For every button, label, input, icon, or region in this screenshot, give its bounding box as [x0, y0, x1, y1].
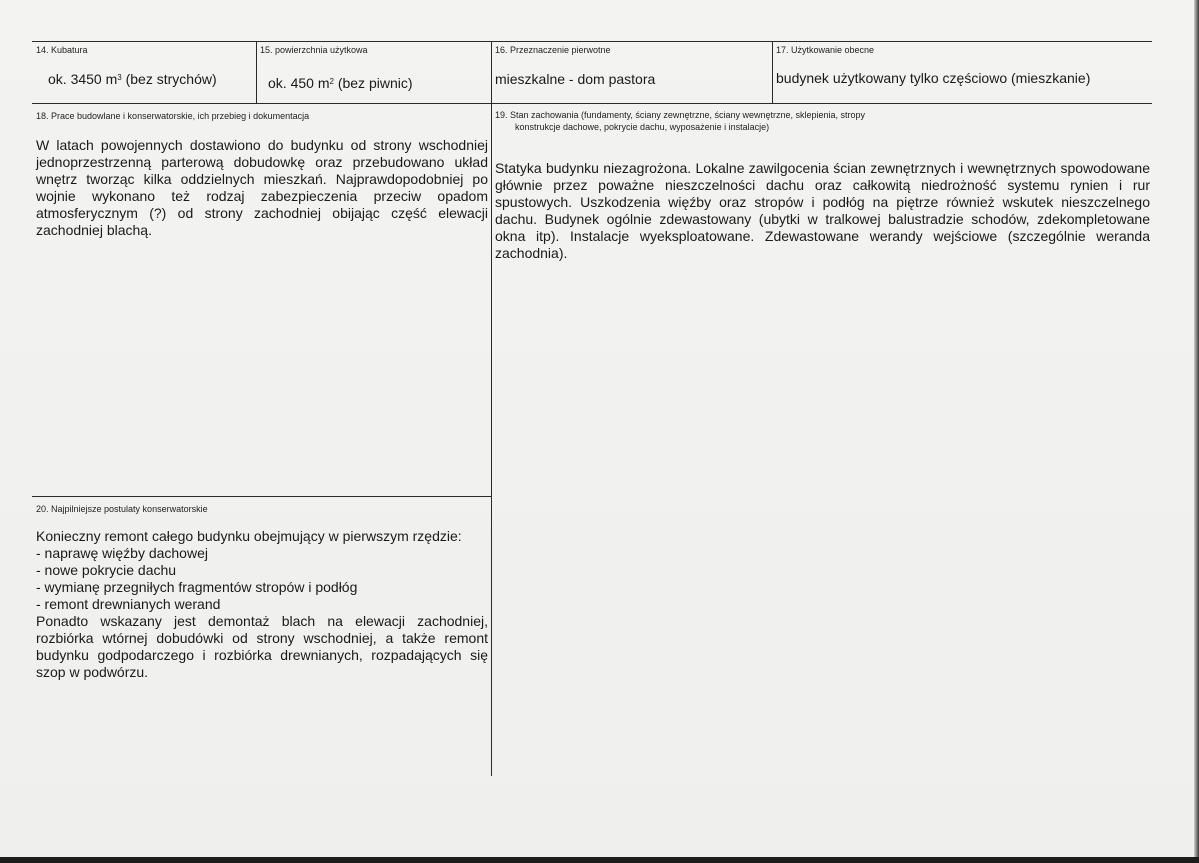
field-19-text: Statyka budynku niezagrożona. Lokalne zawilgocenia ścian zewnętrznych i wewnętrznych spowodowane głównie przez poważne nieszczelności dachu oraz całkowitą niedrożność systemu rynien i rur spustowych. Uszkodzenia więźby oraz stropów i podłóg na piętrze również wskutek nieszczelnego dachu. Budynek ogólnie zdewastowany (ubytki w tralkowej balustradzie schodów, zdekompletowane okna itp). Instalacje wyeksploatowane. Zdewastowane werandy wejściowe (szczególnie weranda zachodnia).: [495, 160, 1150, 261]
row-divider-2: [32, 496, 492, 497]
field-18-label: 18. Prace budowlane i konserwatorskie, ich przebieg i dokumentacja: [36, 111, 310, 121]
field-17-value: budynek użytkowany tylko częściowo (mieszkanie): [776, 70, 1091, 86]
field-14-value-sup: 3: [117, 73, 122, 82]
field-20-intro: Konieczny remont całego budynku obejmujący w pierwszym rzędzie:: [36, 528, 462, 544]
field-15-value: [268, 75, 413, 91]
scan-edge-bottom: [0, 857, 1199, 863]
field-15-label: 15. powierzchnia użytkowa: [260, 45, 368, 55]
field-14-value-rest: (bez strychów): [121, 71, 217, 87]
field-15-value-main: ok. 450 m: [268, 75, 330, 91]
top-rule: [32, 41, 1152, 42]
field-17-label: 17. Użytkowanie obecne: [776, 45, 875, 55]
list-item: - wymianę przegniłych fragmentów stropów i podłóg: [36, 579, 358, 595]
field-19-label-line2: konstrukcje dachowe, pokrycie dachu, wyposażenie i instalacje): [515, 122, 770, 132]
field-20-list: [36, 528, 488, 613]
field-15-value-sup: 2: [329, 77, 334, 86]
field-18-text: W latach powojennych dostawiono do budynku od strony wschodniej jednoprzestrzenną parterową dobudowkę oraz przebudowano układ wnętrz tworząc kilka oddzielnych mieszkań. Najprawdopodobniej po wojnie wykonano też rodzaj zabezpieczenia przeciw opadom atmosferycznym (?) od strony zachodniej obijając część elewacji zachodniej blachą.: [36, 137, 488, 238]
field-14-value-main: ok. 3450 m: [48, 71, 118, 87]
list-item: - naprawę więźby dachowej: [36, 545, 208, 561]
field-14-value: [48, 71, 217, 87]
field-16-value: mieszkalne - dom pastora: [495, 71, 656, 87]
scan-edge-right: [1194, 0, 1199, 863]
list-item: - remont drewnianych werand: [36, 596, 221, 612]
field-19-label-line1: 19. Stan zachowania (fundamenty, ściany zewnętrzne, ściany wewnętrzne, sklepienia, stropy: [495, 110, 866, 120]
field-20-text: Ponadto wskazany jest demontaż blach na elewacji zachodniej, rozbiórka wtórnej dobudówki od strony wschodniej, a także remont budynku godpodarczego i rozbiórka drewnianych, rozpadających się szop w podwórzu.: [36, 613, 488, 680]
col-divider-14-15: [256, 41, 257, 103]
list-item: - nowe pokrycie dachu: [36, 562, 177, 578]
field-20-label: 20. Najpilniejsze postulaty konserwatorskie: [36, 504, 208, 514]
field-16-label: 16. Przeznaczenie pierwotne: [495, 45, 611, 55]
col-divider-main: [491, 41, 492, 776]
col-divider-16-17: [772, 41, 773, 103]
row-divider-1: [32, 103, 1152, 104]
field-15-value-rest: (bez piwnic): [333, 75, 413, 91]
field-14-label: 14. Kubatura: [36, 45, 88, 55]
